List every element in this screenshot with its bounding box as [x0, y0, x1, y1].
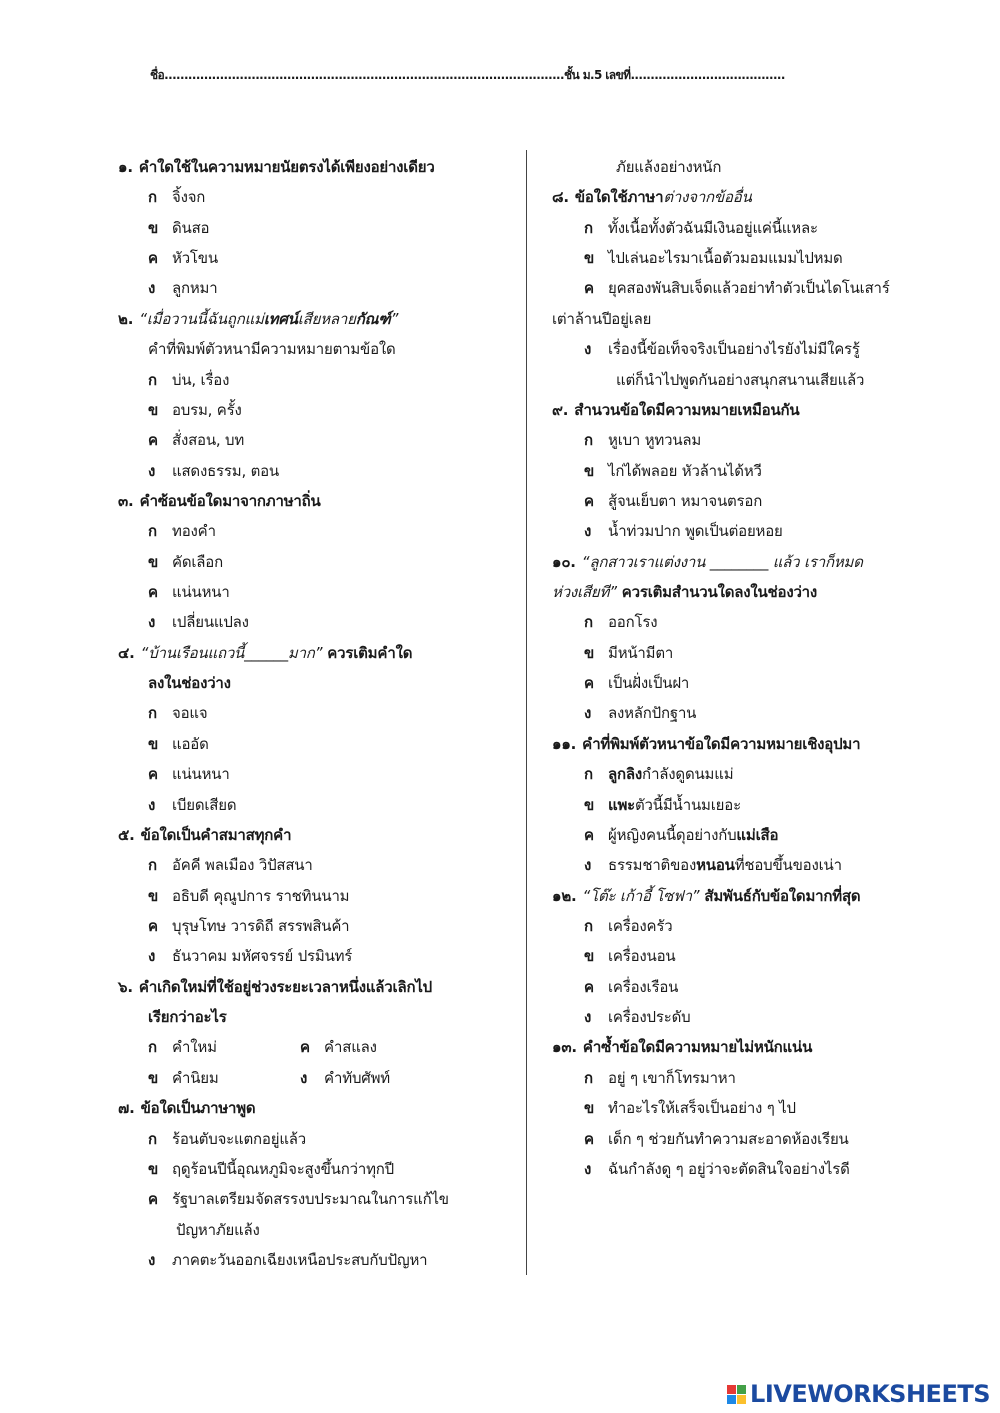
text-segment: น้ำท่วมปาก พูดเป็นต่อยหอย — [608, 522, 783, 541]
text-segment: คำใดใช้ในความหมายนัยตรงได้เพียงอย่างเดียว — [138, 158, 435, 176]
continuation-line — [616, 365, 972, 395]
option-letter: ข — [148, 886, 159, 905]
question-number: ๖. — [118, 977, 133, 996]
answer-option — [148, 729, 518, 759]
question-number: ๑๑. — [552, 734, 577, 753]
option-letter: ก — [148, 370, 157, 389]
option-letter: ค — [584, 1129, 594, 1148]
answer-option — [148, 881, 518, 911]
text-segment: แพะ — [608, 795, 636, 814]
option-letter: ข — [148, 734, 159, 753]
answer-option — [148, 547, 518, 577]
option-letter: ก — [148, 188, 157, 207]
answer-option — [148, 456, 518, 486]
text-segment: อัคคี พลเมือง วิปัสสนา — [172, 856, 313, 875]
option-letter: ค — [148, 917, 158, 935]
option-letter: ก — [148, 704, 157, 723]
continuation-line — [552, 577, 972, 607]
answer-option — [584, 607, 972, 637]
answer-option — [148, 1154, 518, 1184]
text-segment: ยุคสองพันสิบเจ็ดแล้วอย่าทำตัวเป็นไดโนเสาร์ — [608, 279, 890, 298]
text-segment: ทองคำ — [172, 522, 216, 541]
text-segment: ควรเติมสำนวนใดลงในช่องว่าง — [616, 583, 818, 602]
question-number: ๑. — [118, 158, 133, 176]
logo-block — [737, 1385, 746, 1394]
text-segment: ลูกหมา — [172, 279, 218, 298]
answer-option — [584, 1002, 972, 1032]
answer-option — [148, 1184, 518, 1214]
option-letter: ค — [148, 249, 158, 268]
option-letter: ค — [584, 825, 594, 844]
option-letter: ข — [148, 552, 159, 571]
question-heading — [118, 638, 518, 668]
text-segment: ร้อนตับจะแตกอยู่แล้ว — [172, 1129, 306, 1148]
text-segment: “ลูกสาวเราแต่งงาน ________ แล้ว เราก็หมด — [581, 552, 863, 571]
option-letter: ง — [584, 856, 592, 875]
logo-block — [727, 1385, 736, 1394]
option-letter: ง — [148, 613, 156, 632]
continuation-line — [176, 1215, 518, 1245]
text-segment: ไปเล่นอะไรมาเนื้อตัวมอมแมมไปหมด — [608, 249, 843, 268]
option-letter: ก — [584, 218, 593, 237]
option-letter: ก — [584, 613, 593, 632]
answer-option — [584, 790, 972, 820]
answer-option — [584, 850, 972, 880]
text-segment: ข้อใดเป็นภาษาพูด — [140, 1099, 256, 1118]
text-segment: แน่นหนา — [172, 765, 230, 784]
continuation-line — [616, 152, 972, 182]
logo-block — [737, 1395, 746, 1404]
text-segment: หูเบา หูทวนลม — [608, 431, 702, 450]
option-letter: ก — [148, 856, 157, 875]
name-class-number-line: ชื่อ.....................................................................................................ชั้น ม.5 เลขที่....................................... — [150, 68, 785, 82]
answer-option — [584, 425, 972, 455]
answer-option — [584, 456, 972, 486]
question-heading — [118, 304, 518, 334]
question-heading — [552, 881, 972, 911]
text-segment: ควรเติมคำใด — [322, 643, 413, 662]
text-segment: คำที่พิมพ์ตัวหนาข้อใดมีความหมายเชิงอุปมา — [582, 734, 861, 753]
option-letter: ง — [584, 1008, 592, 1027]
question-heading — [552, 547, 972, 577]
option-letter: ค — [148, 765, 158, 784]
text-segment: ออกโรง — [608, 613, 658, 632]
answer-option — [148, 182, 518, 212]
answer-option — [148, 790, 518, 820]
text-segment: กำลังดูดนมแม่ — [642, 765, 734, 784]
option-letter: ข — [584, 1099, 595, 1118]
text-segment: คำใหม่ — [172, 1038, 217, 1057]
text-segment: ต่างจากข้ออื่น — [663, 188, 752, 207]
question-heading — [118, 152, 518, 182]
option-letter: ค — [584, 674, 594, 693]
option-letter: ก — [584, 765, 593, 784]
text-segment: แออัด — [172, 734, 209, 753]
continuation-line — [148, 668, 518, 698]
answer-option — [584, 334, 972, 364]
answer-option — [584, 273, 972, 303]
answer-option — [584, 972, 972, 1002]
option-letter: ง — [148, 795, 156, 814]
logo-block — [727, 1395, 736, 1404]
text-segment: เด็ก ๆ ช่วยกันทำความสะอาดห้องเรียน — [608, 1129, 849, 1148]
text-segment: รัฐบาลเตรียมจัดสรรงบประมาณในการแก้ไข — [172, 1190, 449, 1209]
option-letter: ง — [148, 1250, 156, 1269]
answer-option — [148, 1124, 518, 1154]
text-segment: ทำอะไรให้เสร็จเป็นอย่าง ๆ ไป — [608, 1099, 796, 1118]
text-segment: เครื่องประดับ — [608, 1008, 691, 1027]
text-segment: ไก่ได้พลอย หัวล้านได้หวี — [608, 461, 762, 480]
text-segment: จอแจ — [172, 704, 208, 723]
answer-option — [148, 577, 518, 607]
text-segment: ตัวนี้มีน้ำนมเยอะ — [635, 795, 741, 814]
option-letter: ค — [148, 583, 158, 602]
question-heading — [118, 1093, 518, 1123]
question-heading — [552, 729, 972, 759]
answer-option — [584, 759, 972, 789]
question-heading — [552, 182, 972, 212]
answer-option — [148, 759, 518, 789]
question-heading — [118, 972, 518, 1002]
answer-option — [584, 698, 972, 728]
option-letter: ข — [148, 1159, 159, 1178]
text-segment: ธันวาคม มหัศจรรย์ ปรมินทร์ — [172, 947, 353, 966]
text-segment: คัดเลือก — [172, 552, 223, 571]
question-number: ๕. — [118, 825, 135, 844]
text-segment: คำสแลง — [324, 1038, 377, 1057]
answer-option — [148, 213, 518, 243]
option-letter: ข — [148, 400, 159, 419]
text-segment: ทั้งเนื้อทั้งตัวฉันมีเงินอยู่แค่นี้แหละ — [608, 218, 818, 237]
text-segment: ข้อใดเป็นคำสมาสทุกคำ — [140, 825, 292, 844]
logo-blocks-icon — [727, 1385, 746, 1404]
text-segment: ฤดูร้อนปีนี้อุณหภูมิจะสูงขึ้นกว่าทุกปี — [172, 1159, 394, 1178]
text-segment: มีหน้ามีตา — [608, 643, 674, 662]
answer-option — [300, 1063, 390, 1093]
continuation-line — [552, 304, 972, 334]
answer-option — [584, 1093, 972, 1123]
text-segment: แม่เสือ — [736, 825, 779, 844]
text-segment: บ่น, เรื่อง — [172, 370, 230, 389]
question-number: ๔. — [118, 643, 135, 662]
text-segment: ลูกลิง — [608, 765, 642, 784]
answer-option — [148, 516, 518, 546]
option-letter: ข — [148, 1068, 159, 1087]
answer-option — [148, 698, 518, 728]
question-heading — [118, 486, 518, 516]
question-number: ๑๓. — [552, 1038, 577, 1057]
text-segment: เรื่องนี้ข้อเท็จจริงเป็นอย่างไรยังไม่มีใครรู้ — [608, 340, 860, 359]
text-segment: แสดงธรรม, ตอน — [172, 461, 279, 480]
text-segment: ผู้หญิงคนนี้ดุอย่างกับ — [608, 825, 737, 844]
text-segment: เปลี่ยนแปลง — [172, 613, 249, 632]
option-letter: ค — [300, 1038, 310, 1057]
text-segment: เบียดเสียด — [172, 795, 237, 814]
text-segment: สัมพันธ์กับข้อใดมากที่สุด — [699, 886, 861, 905]
answer-option — [148, 425, 518, 455]
question-number: ๒. — [118, 309, 134, 328]
text-segment: สู้จนเย็บตา หมาจนตรอก — [608, 491, 763, 510]
text-segment: คำที่พิมพ์ตัวหนามีความหมายตามข้อใด — [148, 340, 396, 359]
text-segment: บุรุษโทษ วารดิถี สรรพสินค้า — [172, 917, 350, 935]
option-letter: ก — [584, 917, 593, 935]
answer-option — [148, 1245, 518, 1275]
option-letter: ง — [584, 704, 592, 723]
option-letter: ก — [148, 1129, 157, 1148]
answer-option — [584, 1154, 972, 1184]
text-segment: ที่ชอบขึ้นของเน่า — [734, 856, 842, 875]
answer-option — [584, 1124, 972, 1154]
text-segment: เป็นฝั่งเป็นฝา — [608, 674, 690, 693]
question-number: ๑๐. — [552, 552, 576, 571]
text-segment: ภัยแล้งอย่างหนัก — [616, 158, 722, 176]
continuation-line — [148, 1002, 518, 1032]
answer-option — [584, 516, 972, 546]
continuation-line — [148, 334, 518, 364]
answer-option — [148, 607, 518, 637]
option-letter: ง — [584, 522, 592, 541]
answer-option — [300, 1032, 377, 1062]
answer-option — [148, 273, 518, 303]
text-segment: ธรรมชาติของ — [608, 856, 697, 875]
question-heading — [118, 820, 518, 850]
text-segment: สั่งสอน, บท — [172, 431, 245, 450]
option-letter: ง — [584, 340, 592, 359]
answer-option — [584, 668, 972, 698]
answer-option — [148, 395, 518, 425]
question-number: ๑๒. — [552, 886, 577, 905]
text-segment: ลงในช่องว่าง — [148, 674, 231, 693]
text-segment: ฉันกำลังดู ๆ อยู่ว่าจะตัดสินใจอย่างไรดี — [608, 1159, 850, 1178]
text-segment: ลงหลักปักฐาน — [608, 704, 697, 723]
answer-option — [584, 941, 972, 971]
option-letter: ง — [584, 1159, 592, 1178]
text-segment: ” — [390, 309, 399, 328]
text-segment: ข้อใดใช้ภาษา — [574, 188, 664, 207]
answer-option — [148, 1032, 518, 1062]
text-segment: กัณฑ์ — [355, 309, 391, 328]
answer-option — [584, 486, 972, 516]
text-segment: เทศน์ — [263, 309, 298, 328]
text-segment: ดินสอ — [172, 218, 210, 237]
text-segment: “โต๊ะ เก้าอี้ โซฟา” — [582, 886, 700, 905]
answer-option — [148, 850, 518, 880]
option-letter: ข — [584, 947, 595, 966]
text-segment: อธิบดี คุณูปการ ราชทินนาม — [172, 886, 350, 905]
option-letter: ข — [584, 461, 595, 480]
option-letter: ค — [148, 431, 158, 450]
option-letter: ง — [148, 947, 156, 966]
text-segment: แต่ก็นำไปพูดกันอย่างสนุกสนานเสียแล้ว — [616, 370, 865, 389]
option-letter: ง — [300, 1068, 308, 1087]
text-segment: คำทับศัพท์ — [324, 1068, 390, 1087]
option-letter: ค — [148, 1190, 158, 1209]
text-segment: เครื่องครัว — [608, 917, 673, 935]
text-segment: เต่าล้านปีอยู่เลย — [552, 309, 652, 328]
answer-option — [148, 911, 518, 941]
text-segment: คำเกิดใหม่ที่ใช้อยู่ช่วงระยะเวลาหนึ่งแล้วเลิกไป — [138, 977, 432, 996]
text-segment: เครื่องเรือน — [608, 977, 679, 996]
text-segment: สำนวนข้อใดมีความหมายเหมือนกัน — [574, 400, 800, 419]
text-segment: อบรม, ครั้ง — [172, 400, 242, 419]
text-segment: หนอน — [696, 856, 735, 875]
answer-option — [148, 941, 518, 971]
question-number: ๓. — [118, 491, 134, 510]
text-segment: คำซ้ำข้อใดมีความหมายไม่หนักแน่น — [582, 1038, 813, 1057]
text-segment: เรียกว่าอะไร — [148, 1008, 227, 1027]
option-letter: ง — [148, 461, 156, 480]
text-segment: จิ้งจก — [172, 188, 206, 207]
question-heading — [552, 1032, 972, 1062]
text-segment: ปัญหาภัยแล้ง — [176, 1220, 260, 1239]
answer-option — [584, 213, 972, 243]
text-segment: “บ้านเรือนแถวนี้______มาก” — [140, 643, 323, 662]
option-letter: ก — [584, 1068, 593, 1087]
option-letter: ข — [584, 795, 595, 814]
question-number: ๙. — [552, 400, 569, 419]
option-letter: ค — [584, 977, 594, 996]
text-segment: คำซ้อนข้อใดมาจากภาษาถิ่น — [139, 491, 321, 510]
text-segment: หัวโขน — [172, 249, 218, 268]
answer-option — [584, 1063, 972, 1093]
option-letter: ก — [148, 522, 157, 541]
option-letter: ค — [584, 491, 594, 510]
option-letter: ก — [584, 431, 593, 450]
option-letter: ก — [148, 1038, 157, 1057]
text-segment: ภาคตะวันออกเฉียงเหนือประสบกับปัญหา — [172, 1250, 428, 1269]
option-letter: ข — [148, 218, 159, 237]
column-divider — [526, 150, 527, 1275]
option-letter: ค — [584, 279, 594, 298]
text-segment: คำนิยม — [172, 1068, 219, 1087]
question-number: ๗. — [118, 1099, 135, 1118]
liveworksheets-logo — [727, 1380, 990, 1408]
answer-option — [148, 365, 518, 395]
option-letter: ข — [584, 643, 595, 662]
text-segment: “เมื่อวานนี้ฉันถูกแม่ — [139, 309, 264, 328]
text-segment: ห่วงเสียที” — [552, 583, 617, 602]
logo-text: LIVEWORKSHEETS — [750, 1380, 990, 1408]
text-segment: แน่นหนา — [172, 583, 230, 602]
text-segment: เสียหลาย — [297, 309, 356, 328]
answer-option — [584, 820, 972, 850]
question-number: ๘. — [552, 188, 569, 207]
answer-option — [584, 911, 972, 941]
question-heading — [552, 395, 972, 425]
text-segment: เครื่องนอน — [608, 947, 676, 966]
answer-option — [148, 243, 518, 273]
answer-option — [148, 1063, 518, 1093]
option-letter: ข — [584, 249, 595, 268]
answer-option — [584, 638, 972, 668]
option-letter: ง — [148, 279, 156, 298]
answer-option — [584, 243, 972, 273]
text-segment: อยู่ ๆ เขาก็โทรมาหา — [608, 1068, 736, 1087]
